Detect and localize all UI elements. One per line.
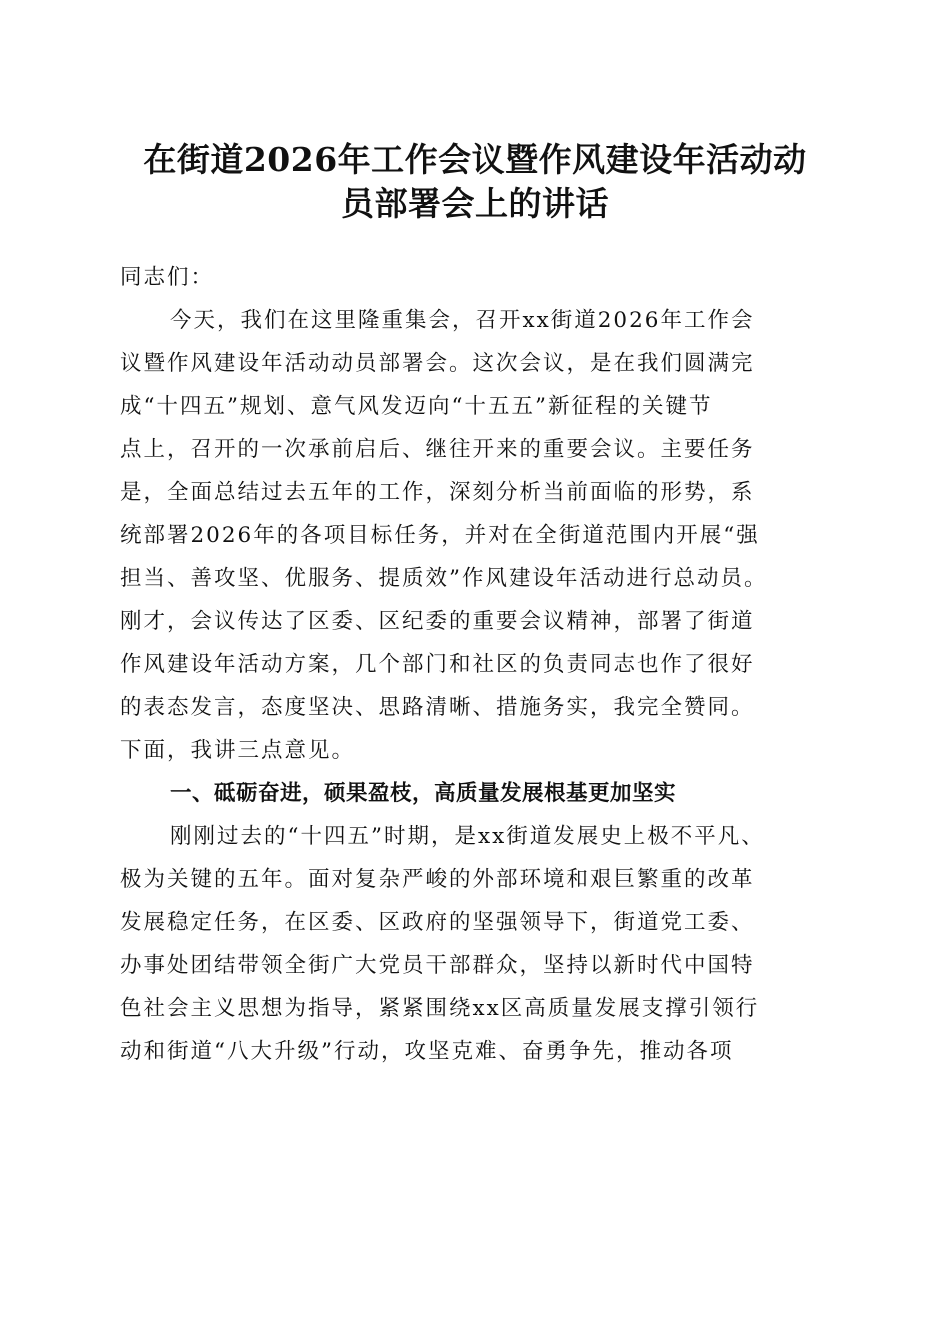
paragraph-1-line: 作风建设年活动方案，几个部门和社区的负责同志也作了很好 <box>120 652 755 677</box>
paragraph-1-line: 统部署2026年的各项目标任务，并对在全街道范围内开展“强 <box>120 523 760 548</box>
salutation: 同志们： <box>120 265 215 290</box>
paragraph-1-line: 成“十四五”规划、意气风发迈向“十五五”新征程的关键节 <box>120 394 713 419</box>
paragraph-1-line: 今天，我们在这里隆重集会，召开xx街道2026年工作会 <box>170 308 755 333</box>
paragraph-2-line: 色社会主义思想为指导，紧紧围绕xx区高质量发展支撑引领行 <box>120 996 760 1021</box>
paragraph-1-line: 担当、善攻坚、优服务、提质效”作风建设年活动进行总动员。 <box>120 566 768 591</box>
paragraph-2-line: 刚刚过去的“十四五”时期，是xx街道发展史上极不平凡、 <box>170 824 765 849</box>
title-line-2: 员部署会上的讲话 <box>341 184 609 223</box>
paragraph-2-line: 极为关键的五年。面对复杂严峻的外部环境和艰巨繁重的改革 <box>120 867 755 892</box>
title-line-1: 在街道2026年工作会议暨作风建设年活动动 <box>143 140 807 179</box>
document-title <box>95 138 855 226</box>
paragraph-1-line: 议暨作风建设年活动动员部署会。这次会议，是在我们圆满完 <box>120 351 755 376</box>
paragraph-2-line: 办事处团结带领全街广大党员干部群众，坚持以新时代中国特 <box>120 953 755 978</box>
paragraph-2-line: 发展稳定任务，在区委、区政府的坚强领导下，街道党工委、 <box>120 910 755 935</box>
paragraph-1-line: 刚才，会议传达了区委、区纪委的重要会议精神，部署了街道 <box>120 609 755 634</box>
paragraph-1-line: 点上，召开的一次承前启后、继往开来的重要会议。主要任务 <box>120 437 755 462</box>
paragraph-1-line: 下面，我讲三点意见。 <box>120 738 356 763</box>
document-body <box>120 256 830 1073</box>
paragraph-1-line: 是，全面总结过去五年的工作，深刻分析当前面临的形势，系 <box>120 480 755 505</box>
paragraph-2-line: 动和街道“八大升级”行动，攻坚克难、奋勇争先，推动各项 <box>120 1039 734 1064</box>
section-1-heading: 一、砥砺奋进，硕果盈枝，高质量发展根基更加坚实 <box>170 781 677 806</box>
paragraph-1-line: 的表态发言，态度坚决、思路清晰、措施务实，我完全赞同。 <box>120 695 755 720</box>
